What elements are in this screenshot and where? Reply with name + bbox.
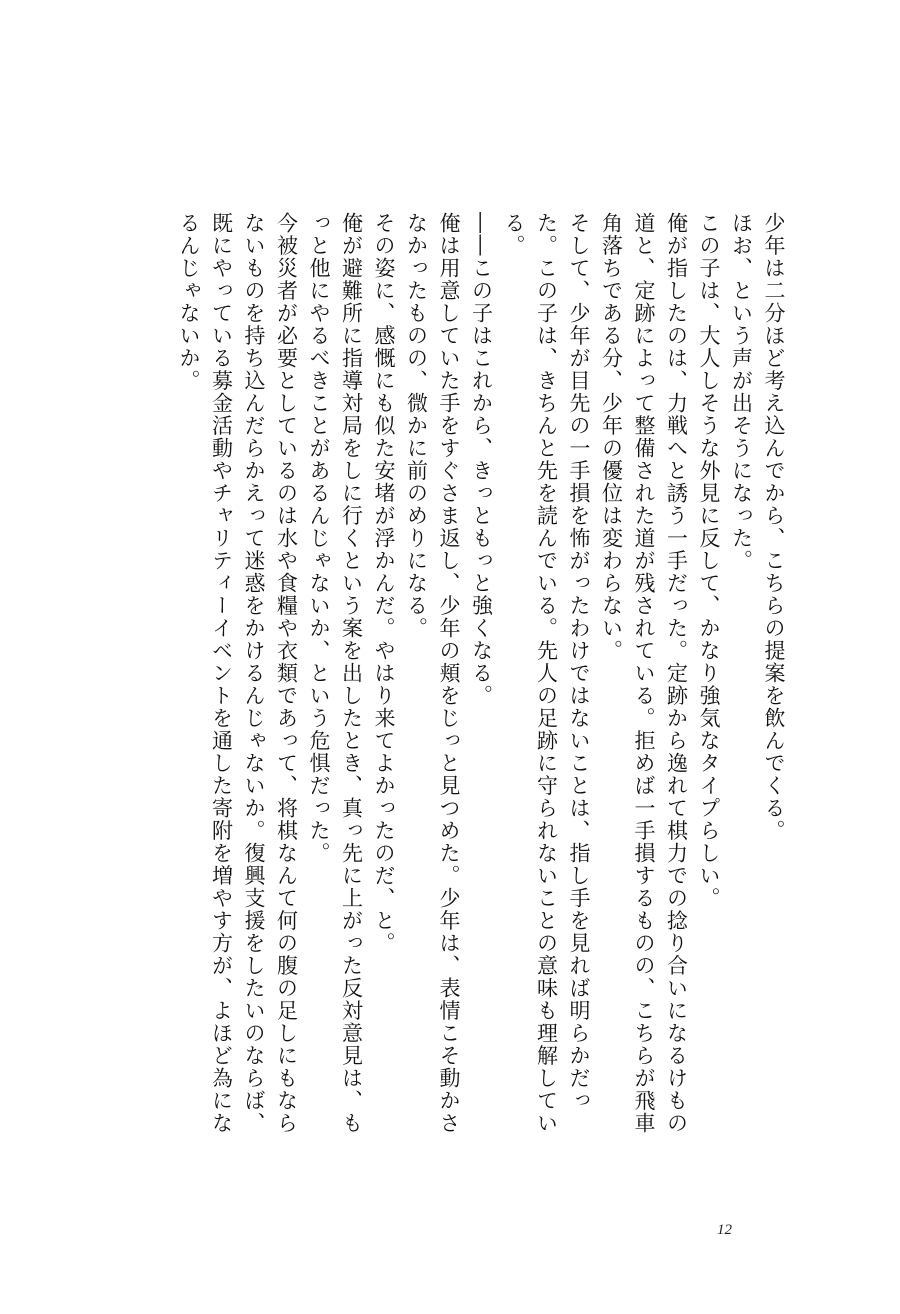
paragraph: 俺が指したのは、力戦へと誘う一手だった。定跡から逸れて棋力での捻り合いになるけもの道と、定跡によって整備された道が残されている。拒めば一手損するものの、こちらが飛車角落ちである分、少年の優位は変わらない。 <box>599 212 689 1135</box>
paragraph: その姿に、感慨にも似た安堵が浮かんだ。やはり来てよかったのだ、と。 <box>372 212 396 955</box>
paragraph: 俺は用意していた手をすぐさま返し、少年の頬をじっと見つめた。少年は、表情こそ動かさなかったものの、微かに前のめりになる。 <box>404 212 461 1135</box>
paragraph: 今被災者が必要としているのは水や食糧や衣類であって、将棋なんて何の腹の足しにもならないものを持ち込んだらかえって迷惑をかけるんじゃないか。復興支援をしたいのならば、既にやっている募金活動やチャリティーイベントを通した寄附を増やす方が、よほど為になるんじゃないか。 <box>177 212 299 1135</box>
vertical-text-block <box>130 212 790 1152</box>
page-number: 12 <box>717 1222 732 1238</box>
paragraph: そして、少年が目先の一手損を怖がったわけではないことは、指し手を見れば明らかだった。この子は、きちんと先を読んでいる。先人の足跡に守られないことの意味も理解している。 <box>502 212 591 1135</box>
paragraph: この子は、大人しそうな外見に反して、かなり強気なタイプらしい。 <box>697 212 721 910</box>
paragraph: ほお、という声が出そうになった。 <box>729 212 754 572</box>
paragraph: ――この子はこれから、きっともっと強くなる。 <box>469 212 494 707</box>
paragraph: 俺が避難所に指導対局をしに行くという案を出したとき、真っ先に上がった反対意見は、もっと他にやるべきことがあるんじゃないか、という危惧だった。 <box>307 212 364 1135</box>
paragraph: 少年は二分ほど考え込んでから、こちらの提案を飲んでくる。 <box>762 212 786 842</box>
